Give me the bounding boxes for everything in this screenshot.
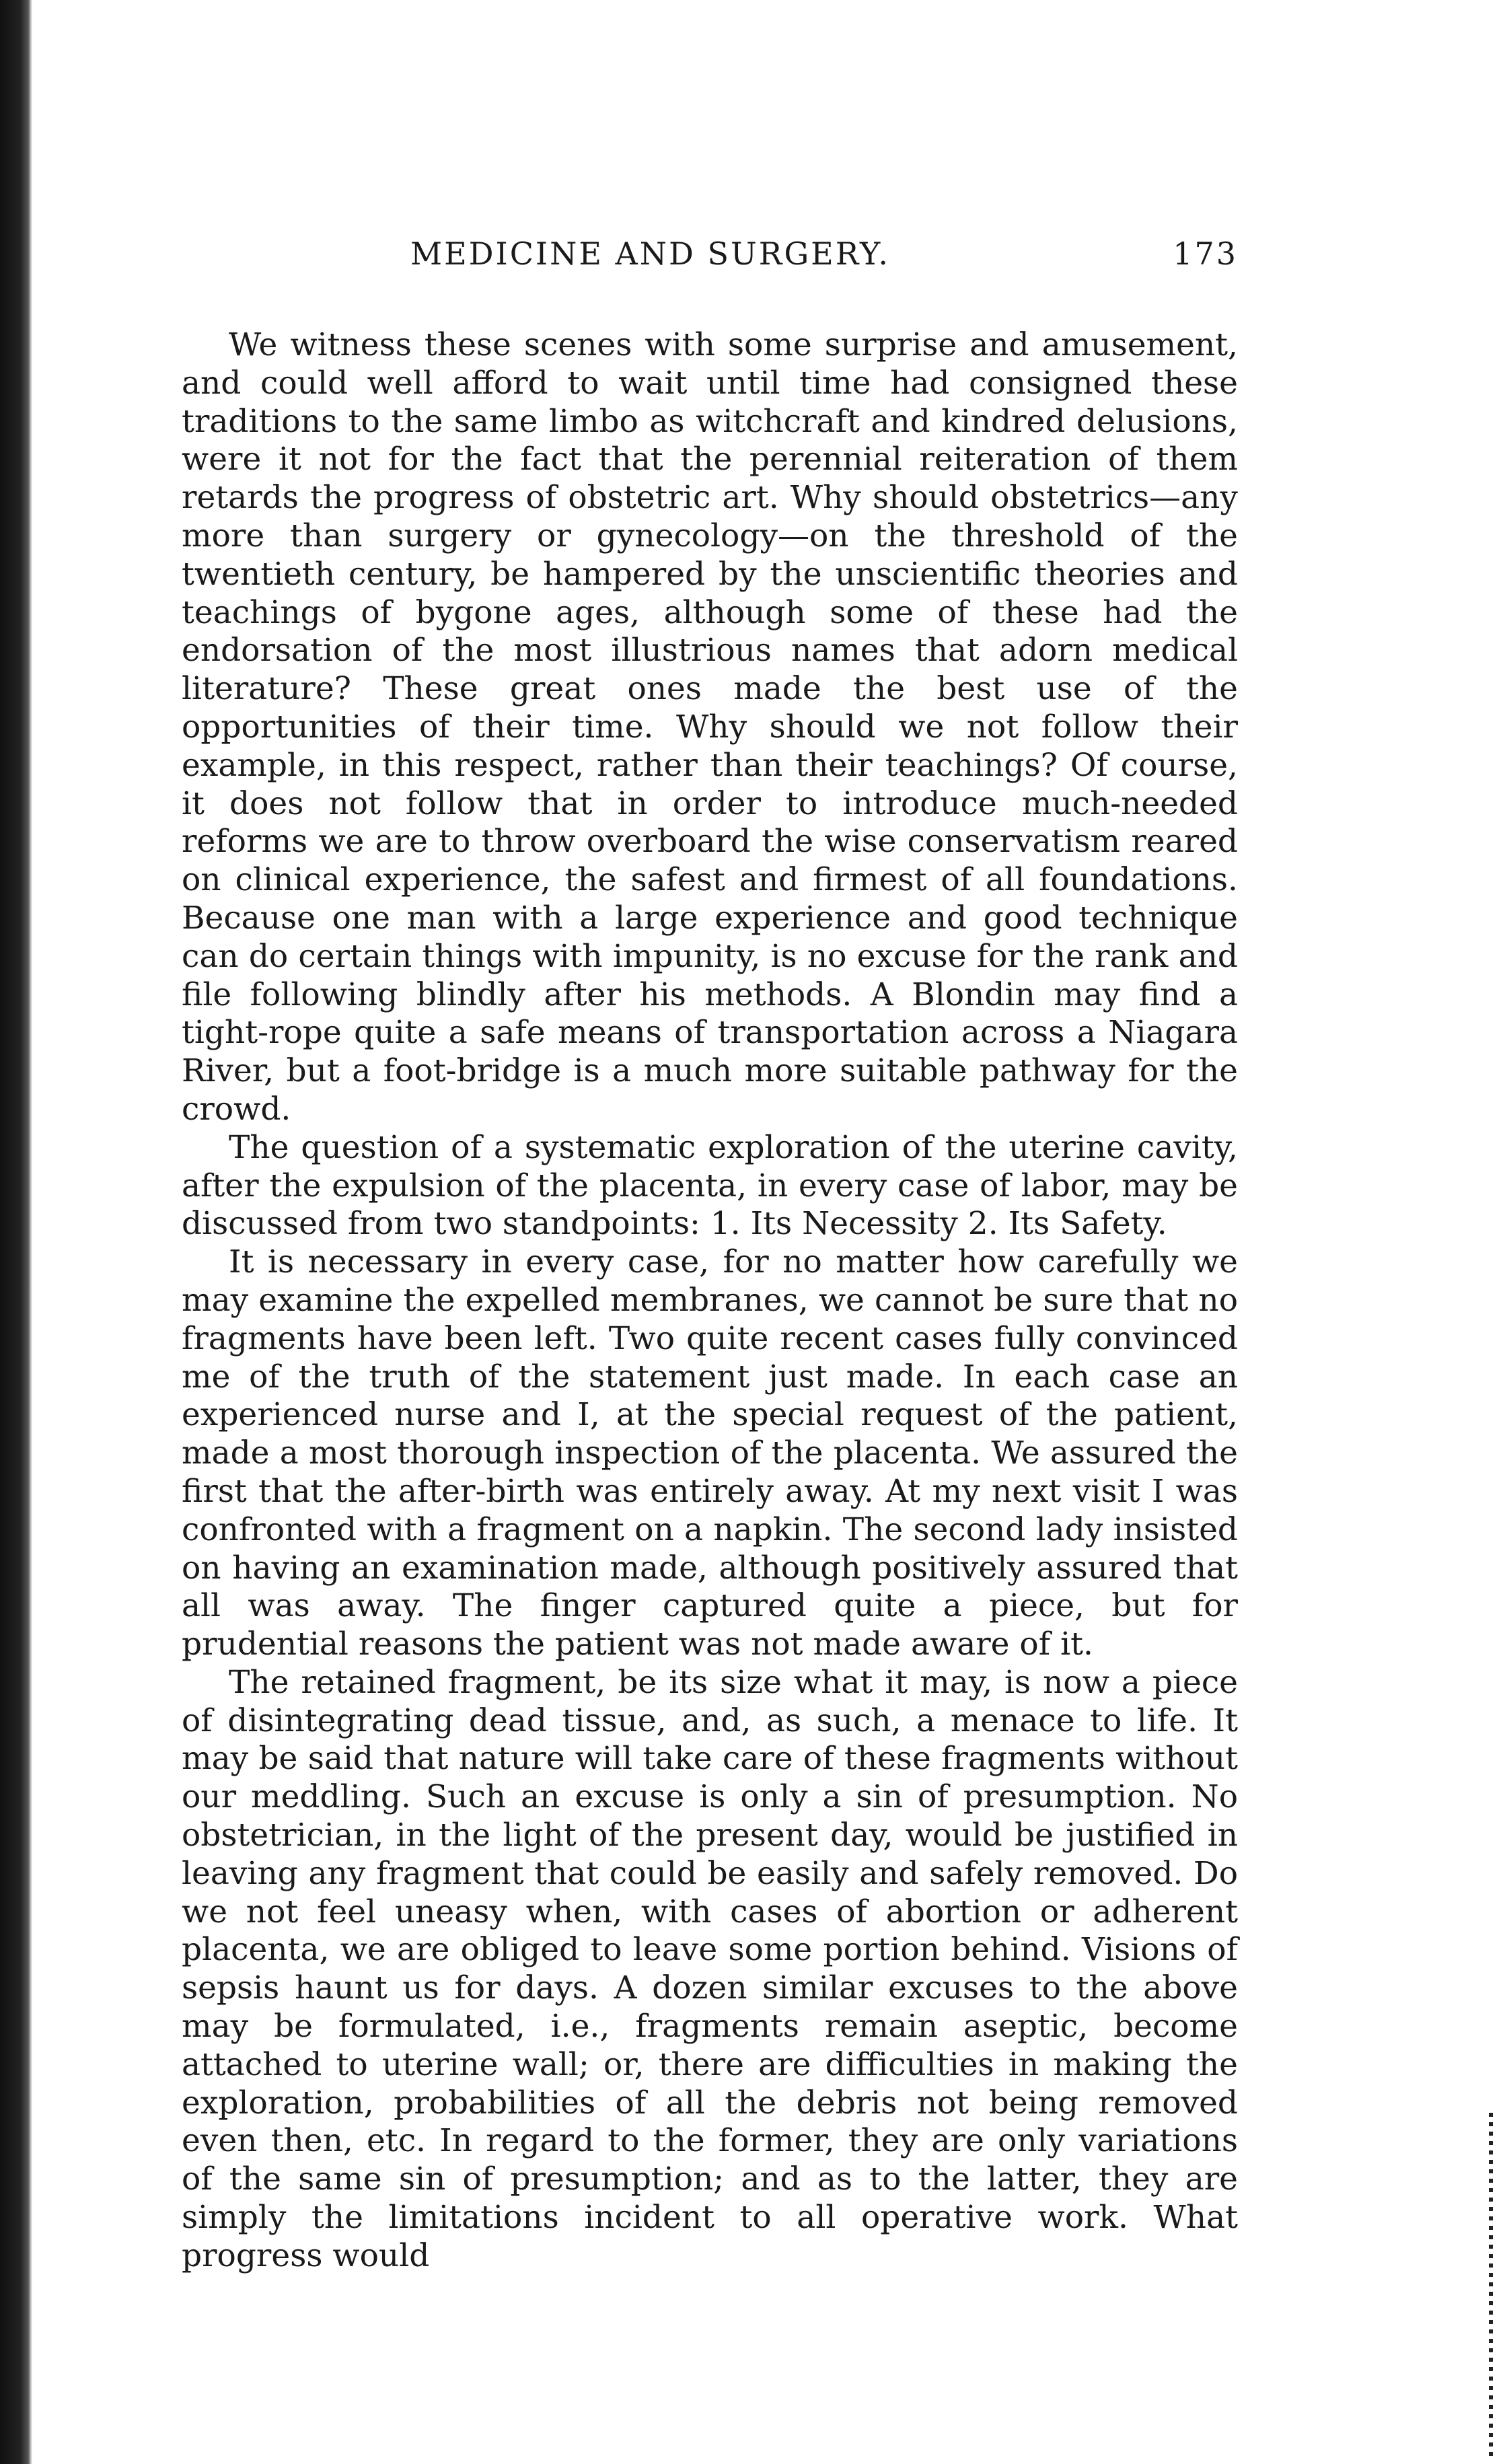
paragraph: The retained fragment, be its size what it may, is now a piece of disintegrating dead tissue, and, as such, a menace to life. It may be said that nature will take care of these fragments without our meddling. Such an excuse is only a sin of presumption. No obstetrician, in the light of the present day, would be justified in leaving any fragment that could be easily and safely removed. Do we not feel uneasy when, with cases of abortion or adherent placenta, we are obliged to leave some portion behind. Visions of sepsis haunt us for days. A dozen similar excuses to the above may be formulated, i.e., fragments remain aseptic, become attached to uterine wall; or, there are difficulties in making the exploration, probabilities of all the debris not being removed even then, etc. In regard to the former, they are only variations of the same sin of presumption; and as to the latter, they are simply the limitations incident to all operative work. What progress would xyxy=(182,1663,1238,2274)
page-number: 173 xyxy=(1173,235,1238,272)
running-head: MEDICINE AND SURGERY. xyxy=(410,235,891,272)
page-header xyxy=(182,235,1238,289)
scanned-binding-edge xyxy=(0,0,32,2464)
book-page xyxy=(182,235,1238,2276)
paragraph: We witness these scenes with some surprise and amusement, and could well afford to wait until time had consigned these traditions to the same limbo as witchcraft and kindred delusions, were it not for the fact that the perennial reiteration of them retards the progress of obstetric art. Why should obstetrics—any more than surgery or gynecology—on the threshold of the twentieth century, be hampered by the unscientific theories and teachings of bygone ages, although some of these had the endorsation of the most illustrious names that adorn medical literature? These great ones made the best use of the opportunities of their time. Why should we not follow their example, in this respect, rather than their teachings? Of course, it does not follow that in order to introduce much-needed reforms we are to throw overboard the wise conservatism reared on clinical experience, the safest and firmest of all foundations. Because one man with a large experience and good technique can do certain things with impunity, is no excuse for the rank and file following blindly after his methods. A Blondin may find a tight-rope quite a safe means of transportation across a Niagara River, but a foot-bridge is a much more suitable pathway for the crowd. xyxy=(182,326,1238,1128)
paragraph: The question of a systematic exploration of the uterine cavity, after the expulsion of the placenta, in every case of labor, may be discussed from two standpoints: 1. Its Necessity 2. Its Safety. xyxy=(182,1128,1238,1243)
scan-margin-specks xyxy=(1489,2113,1493,2456)
paragraph: It is necessary in every case, for no matter how carefully we may examine the expelled membranes, we cannot be sure that no fragments have been left. Two quite recent cases fully convinced me of the truth of the statement just made. In each case an experienced nurse and I, at the special request of the patient, made a most thorough inspection of the placenta. We assured the first that the after-birth was entirely away. At my next visit I was confronted with a fragment on a napkin. The second lady insisted on having an examination made, although positively assured that all was away. The finger captured quite a piece, but for prudential reasons the patient was not made aware of it. xyxy=(182,1243,1238,1663)
body-text xyxy=(182,326,1238,2276)
